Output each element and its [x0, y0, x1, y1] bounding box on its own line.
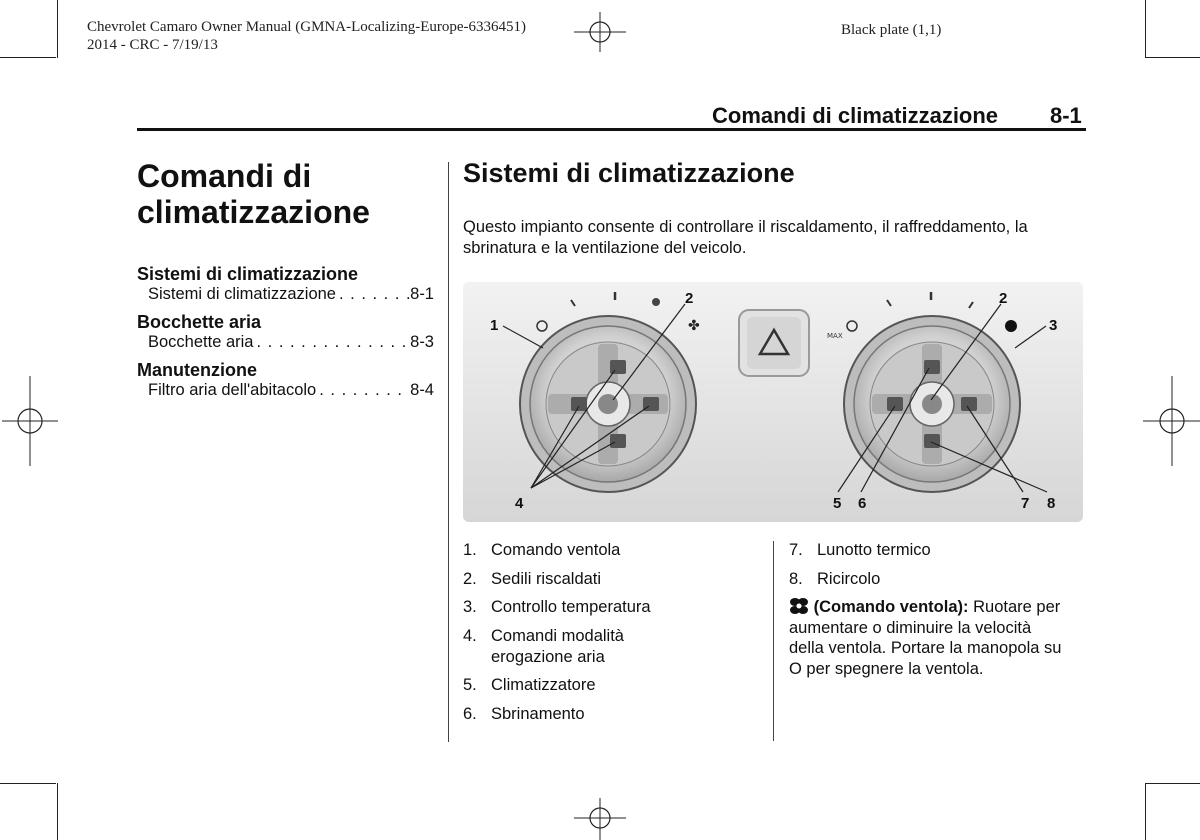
- list-item-number: 3.: [463, 598, 477, 616]
- column-divider: [448, 162, 449, 742]
- plate-line-2: 2014 - CRC - 7/19/13: [87, 37, 218, 53]
- registration-mark-icon: [1143, 376, 1200, 466]
- list-item: [463, 597, 763, 618]
- fan-icon: [789, 597, 809, 615]
- running-header-page: 8-1: [1050, 103, 1082, 128]
- crop-mark: [0, 57, 56, 58]
- list-item: [789, 569, 1079, 590]
- hazard-button: [739, 310, 809, 376]
- list-item: [463, 675, 763, 696]
- fan-icon: ✤: [688, 318, 700, 334]
- list-item-number: 4.: [463, 626, 477, 645]
- crop-mark: [57, 0, 58, 58]
- toc-heading: Bocchette aria: [137, 312, 262, 332]
- crop-mark: [57, 783, 58, 840]
- toc-entry[interactable]: [137, 381, 434, 400]
- toc: [137, 264, 437, 400]
- toc-heading: Sistemi di climatizzazione: [137, 264, 359, 284]
- callout-6: 6: [858, 495, 867, 512]
- plate-info: [87, 18, 526, 54]
- list-item-text: Ricircolo: [817, 569, 881, 588]
- toc-entry-label: Filtro aria dell'abitacolo: [148, 381, 317, 399]
- section-title: Sistemi di climatizzazione: [463, 158, 795, 188]
- toc-entry[interactable]: [137, 285, 434, 304]
- callout-8: 8: [1047, 495, 1056, 512]
- list-item-text: Climatizzatore: [491, 676, 596, 694]
- callout-4: 4: [515, 495, 524, 512]
- list-item-text: Sedili riscaldati: [491, 569, 602, 588]
- running-header-title: Comandi di climatizzazione: [712, 103, 999, 128]
- callout-3: 3: [1049, 317, 1058, 334]
- list-item-text: Controllo temperatura: [491, 598, 651, 616]
- crop-mark: [1145, 783, 1146, 840]
- callout-2-right: 2: [999, 290, 1008, 307]
- registration-mark-icon: [574, 798, 626, 840]
- toc-leader: [316, 381, 410, 400]
- toc-group: [137, 312, 437, 352]
- list-item: [463, 540, 763, 561]
- callout-2: 2: [685, 290, 694, 307]
- fan-control-text: Ruotare per aumentare o diminuire la velocità della ventola. Portare la manopola su O per spegnere la ventola.: [789, 598, 1062, 678]
- callout-5: 5: [833, 495, 842, 512]
- crop-mark: [1145, 0, 1146, 58]
- crop-mark: [1146, 783, 1200, 784]
- section-intro: Questo impianto consente di controllare il riscaldamento, il raffreddamento, la sbrinatura e la ventilazione del veicolo.: [463, 218, 1028, 257]
- toc-entry-label: Bocchette aria: [148, 333, 254, 351]
- climate-control-illustration: [463, 282, 1083, 522]
- toc-entry-page: 8-3: [410, 333, 434, 351]
- list-item-number: 1.: [463, 541, 477, 559]
- toc-entry-page: 8-1: [410, 285, 434, 303]
- list-item-text: Sbrinamento: [491, 704, 585, 723]
- registration-mark-icon: [2, 376, 58, 466]
- toc-group: [137, 264, 437, 304]
- crop-mark: [0, 783, 56, 784]
- toc-group: [137, 360, 437, 400]
- toc-entry-label: Sistemi di climatizzazione: [148, 285, 336, 303]
- list-item-text: Comando ventola: [491, 541, 621, 559]
- column-divider: [773, 541, 774, 741]
- plate-line-1: Chevrolet Camaro Owner Manual (GMNA-Localizing-Europe-6336451): [87, 19, 527, 35]
- crop-mark: [1146, 57, 1200, 58]
- list-item-number: 6.: [463, 704, 477, 723]
- legend-list-right: [789, 540, 1079, 590]
- temperature-knob: [844, 316, 1020, 492]
- toc-entry[interactable]: [137, 333, 434, 352]
- list-item: [463, 704, 763, 725]
- toc-heading: Manutenzione: [137, 360, 257, 380]
- list-item-number: 7.: [789, 541, 803, 559]
- header-rule: [137, 128, 1086, 131]
- list-item: [789, 540, 1079, 561]
- registration-mark-icon: [574, 12, 626, 52]
- toc-entry-page: 8-4: [410, 381, 434, 399]
- callout-7: 7: [1021, 495, 1030, 512]
- callout-1: 1: [490, 317, 499, 334]
- list-item-number: 5.: [463, 676, 477, 694]
- list-item-text: Lunotto termico: [817, 541, 931, 559]
- plate-label: Black plate (1,1): [841, 22, 942, 38]
- legend-list-left: [463, 540, 763, 725]
- toc-leader: [253, 333, 410, 352]
- list-item: [463, 569, 763, 590]
- fan-control-description: [789, 597, 1069, 679]
- list-item-number: 2.: [463, 569, 477, 588]
- list-item-number: 8.: [789, 569, 803, 588]
- fan-control-label: (Comando ventola):: [813, 598, 969, 616]
- list-item: [463, 626, 763, 668]
- max-label: MAX: [827, 332, 843, 340]
- list-item-text: Comandi modalità erogazione aria: [491, 626, 624, 666]
- toc-leader: [336, 285, 410, 304]
- chapter-title: Comandi di climatizzazione: [137, 158, 370, 230]
